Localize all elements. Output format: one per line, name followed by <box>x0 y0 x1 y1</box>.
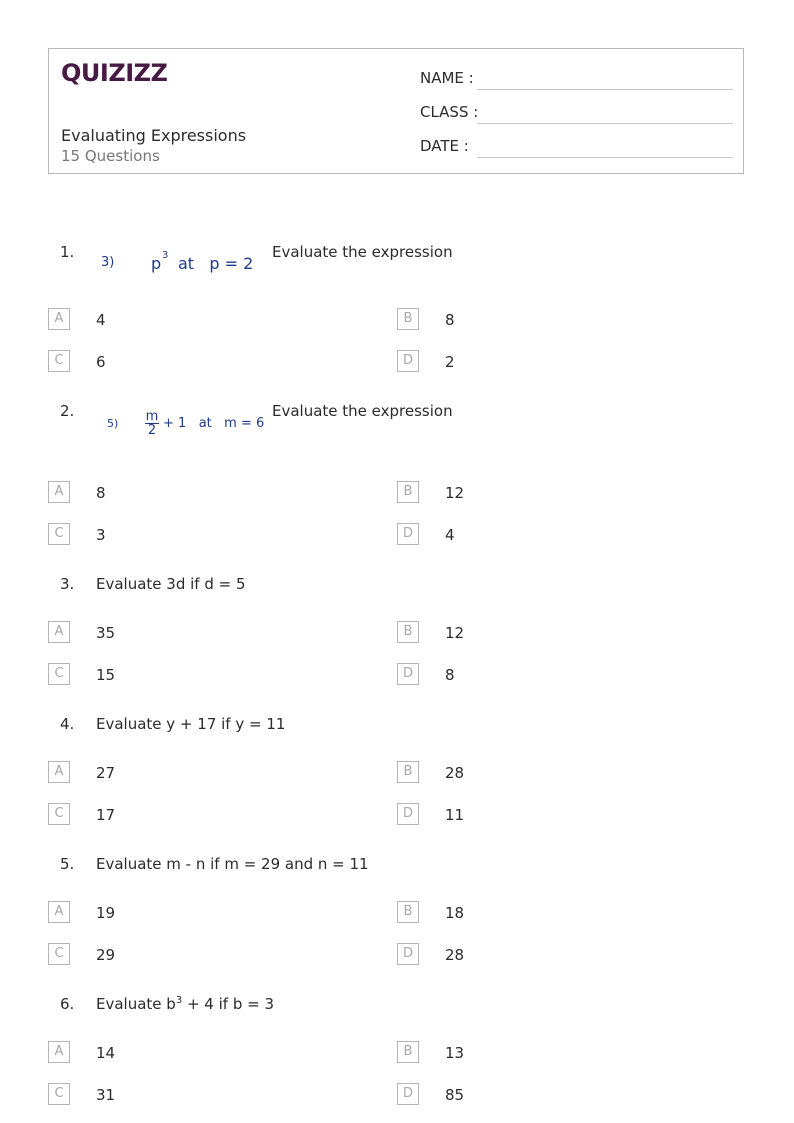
option-c-value: 17 <box>96 806 116 824</box>
question-text: Evaluate y + 17 if y = 11 <box>96 715 286 733</box>
option-d-value: 11 <box>445 806 465 824</box>
option-c-value: 6 <box>96 353 106 371</box>
option-a-box[interactable]: A <box>48 1041 70 1063</box>
option-c-value: 15 <box>96 666 116 684</box>
option-d-value: 4 <box>445 526 455 544</box>
option-a-box[interactable]: A <box>48 621 70 643</box>
equation-rest: + 1 at m = 6 <box>163 416 265 431</box>
option-a-value: 35 <box>96 624 116 642</box>
option-b-box[interactable]: B <box>397 1041 419 1063</box>
option-b-box[interactable]: B <box>397 308 419 330</box>
option-d-value: 85 <box>445 1086 465 1104</box>
question-text-end: + 4 if b = 3 <box>182 995 274 1013</box>
equation-variable: p <box>151 254 162 273</box>
worksheet-title: Evaluating Expressions <box>61 126 247 145</box>
question-number: 2. <box>60 402 75 420</box>
date-label: DATE : <box>420 137 469 155</box>
date-line[interactable] <box>477 157 733 158</box>
question-text-exponent: 3 <box>175 995 183 1006</box>
option-b-value: 13 <box>445 1044 465 1062</box>
option-a-box[interactable]: A <box>48 308 70 330</box>
question-text <box>96 995 274 1013</box>
option-b-value: 8 <box>445 311 455 329</box>
worksheet-header <box>48 48 744 174</box>
question-number: 4. <box>60 715 75 733</box>
class-line[interactable] <box>477 123 733 124</box>
option-d-value: 2 <box>445 353 455 371</box>
name-label: NAME : <box>420 69 474 87</box>
option-c-box[interactable]: C <box>48 943 70 965</box>
option-a-value: 8 <box>96 484 106 502</box>
option-d-box[interactable]: D <box>397 663 419 685</box>
option-a-value: 27 <box>96 764 116 782</box>
option-d-box[interactable]: D <box>397 1083 419 1105</box>
option-b-value: 28 <box>445 764 465 782</box>
equation-exponent: 3 <box>162 250 169 261</box>
fraction-denominator: 2 <box>145 423 159 437</box>
name-line[interactable] <box>477 89 733 90</box>
option-d-value: 28 <box>445 946 465 964</box>
option-d-box[interactable]: D <box>397 523 419 545</box>
option-c-box[interactable]: C <box>48 523 70 545</box>
question-text: Evaluate the expression <box>272 243 453 261</box>
option-c-box[interactable]: C <box>48 1083 70 1105</box>
question-count: 15 Questions <box>61 147 160 165</box>
question-text: Evaluate 3d if d = 5 <box>96 575 246 593</box>
option-a-value: 4 <box>96 311 106 329</box>
option-d-value: 8 <box>445 666 455 684</box>
option-b-box[interactable]: B <box>397 901 419 923</box>
option-b-value: 12 <box>445 484 465 502</box>
question-number: 1. <box>60 243 75 261</box>
option-c-box[interactable]: C <box>48 663 70 685</box>
option-b-box[interactable]: B <box>397 481 419 503</box>
question-number: 5. <box>60 855 75 873</box>
option-a-box[interactable]: A <box>48 761 70 783</box>
question-number: 3. <box>60 575 75 593</box>
option-c-box[interactable]: C <box>48 350 70 372</box>
quizizz-logo: QUIZIZZ <box>61 59 168 87</box>
class-label: CLASS : <box>420 103 479 121</box>
equation-rest: at p = 2 <box>178 254 254 273</box>
option-a-box[interactable]: A <box>48 481 70 503</box>
option-c-value: 31 <box>96 1086 116 1104</box>
option-d-box[interactable]: D <box>397 943 419 965</box>
equation-label: 5) <box>107 417 119 430</box>
option-c-value: 29 <box>96 946 116 964</box>
option-a-value: 14 <box>96 1044 116 1062</box>
option-b-value: 18 <box>445 904 465 922</box>
question-text: Evaluate m - n if m = 29 and n = 11 <box>96 855 369 873</box>
option-a-box[interactable]: A <box>48 901 70 923</box>
option-d-box[interactable]: D <box>397 350 419 372</box>
fraction-numerator: m <box>145 409 159 424</box>
option-b-box[interactable]: B <box>397 621 419 643</box>
option-c-value: 3 <box>96 526 106 544</box>
option-d-box[interactable]: D <box>397 803 419 825</box>
question-number: 6. <box>60 995 75 1013</box>
equation-label: 3) <box>101 255 115 270</box>
option-b-box[interactable]: B <box>397 761 419 783</box>
option-a-value: 19 <box>96 904 116 922</box>
question-text-start: Evaluate b <box>96 995 176 1013</box>
option-b-value: 12 <box>445 624 465 642</box>
equation-fraction <box>145 410 159 437</box>
question-text: Evaluate the expression <box>272 402 453 420</box>
option-c-box[interactable]: C <box>48 803 70 825</box>
